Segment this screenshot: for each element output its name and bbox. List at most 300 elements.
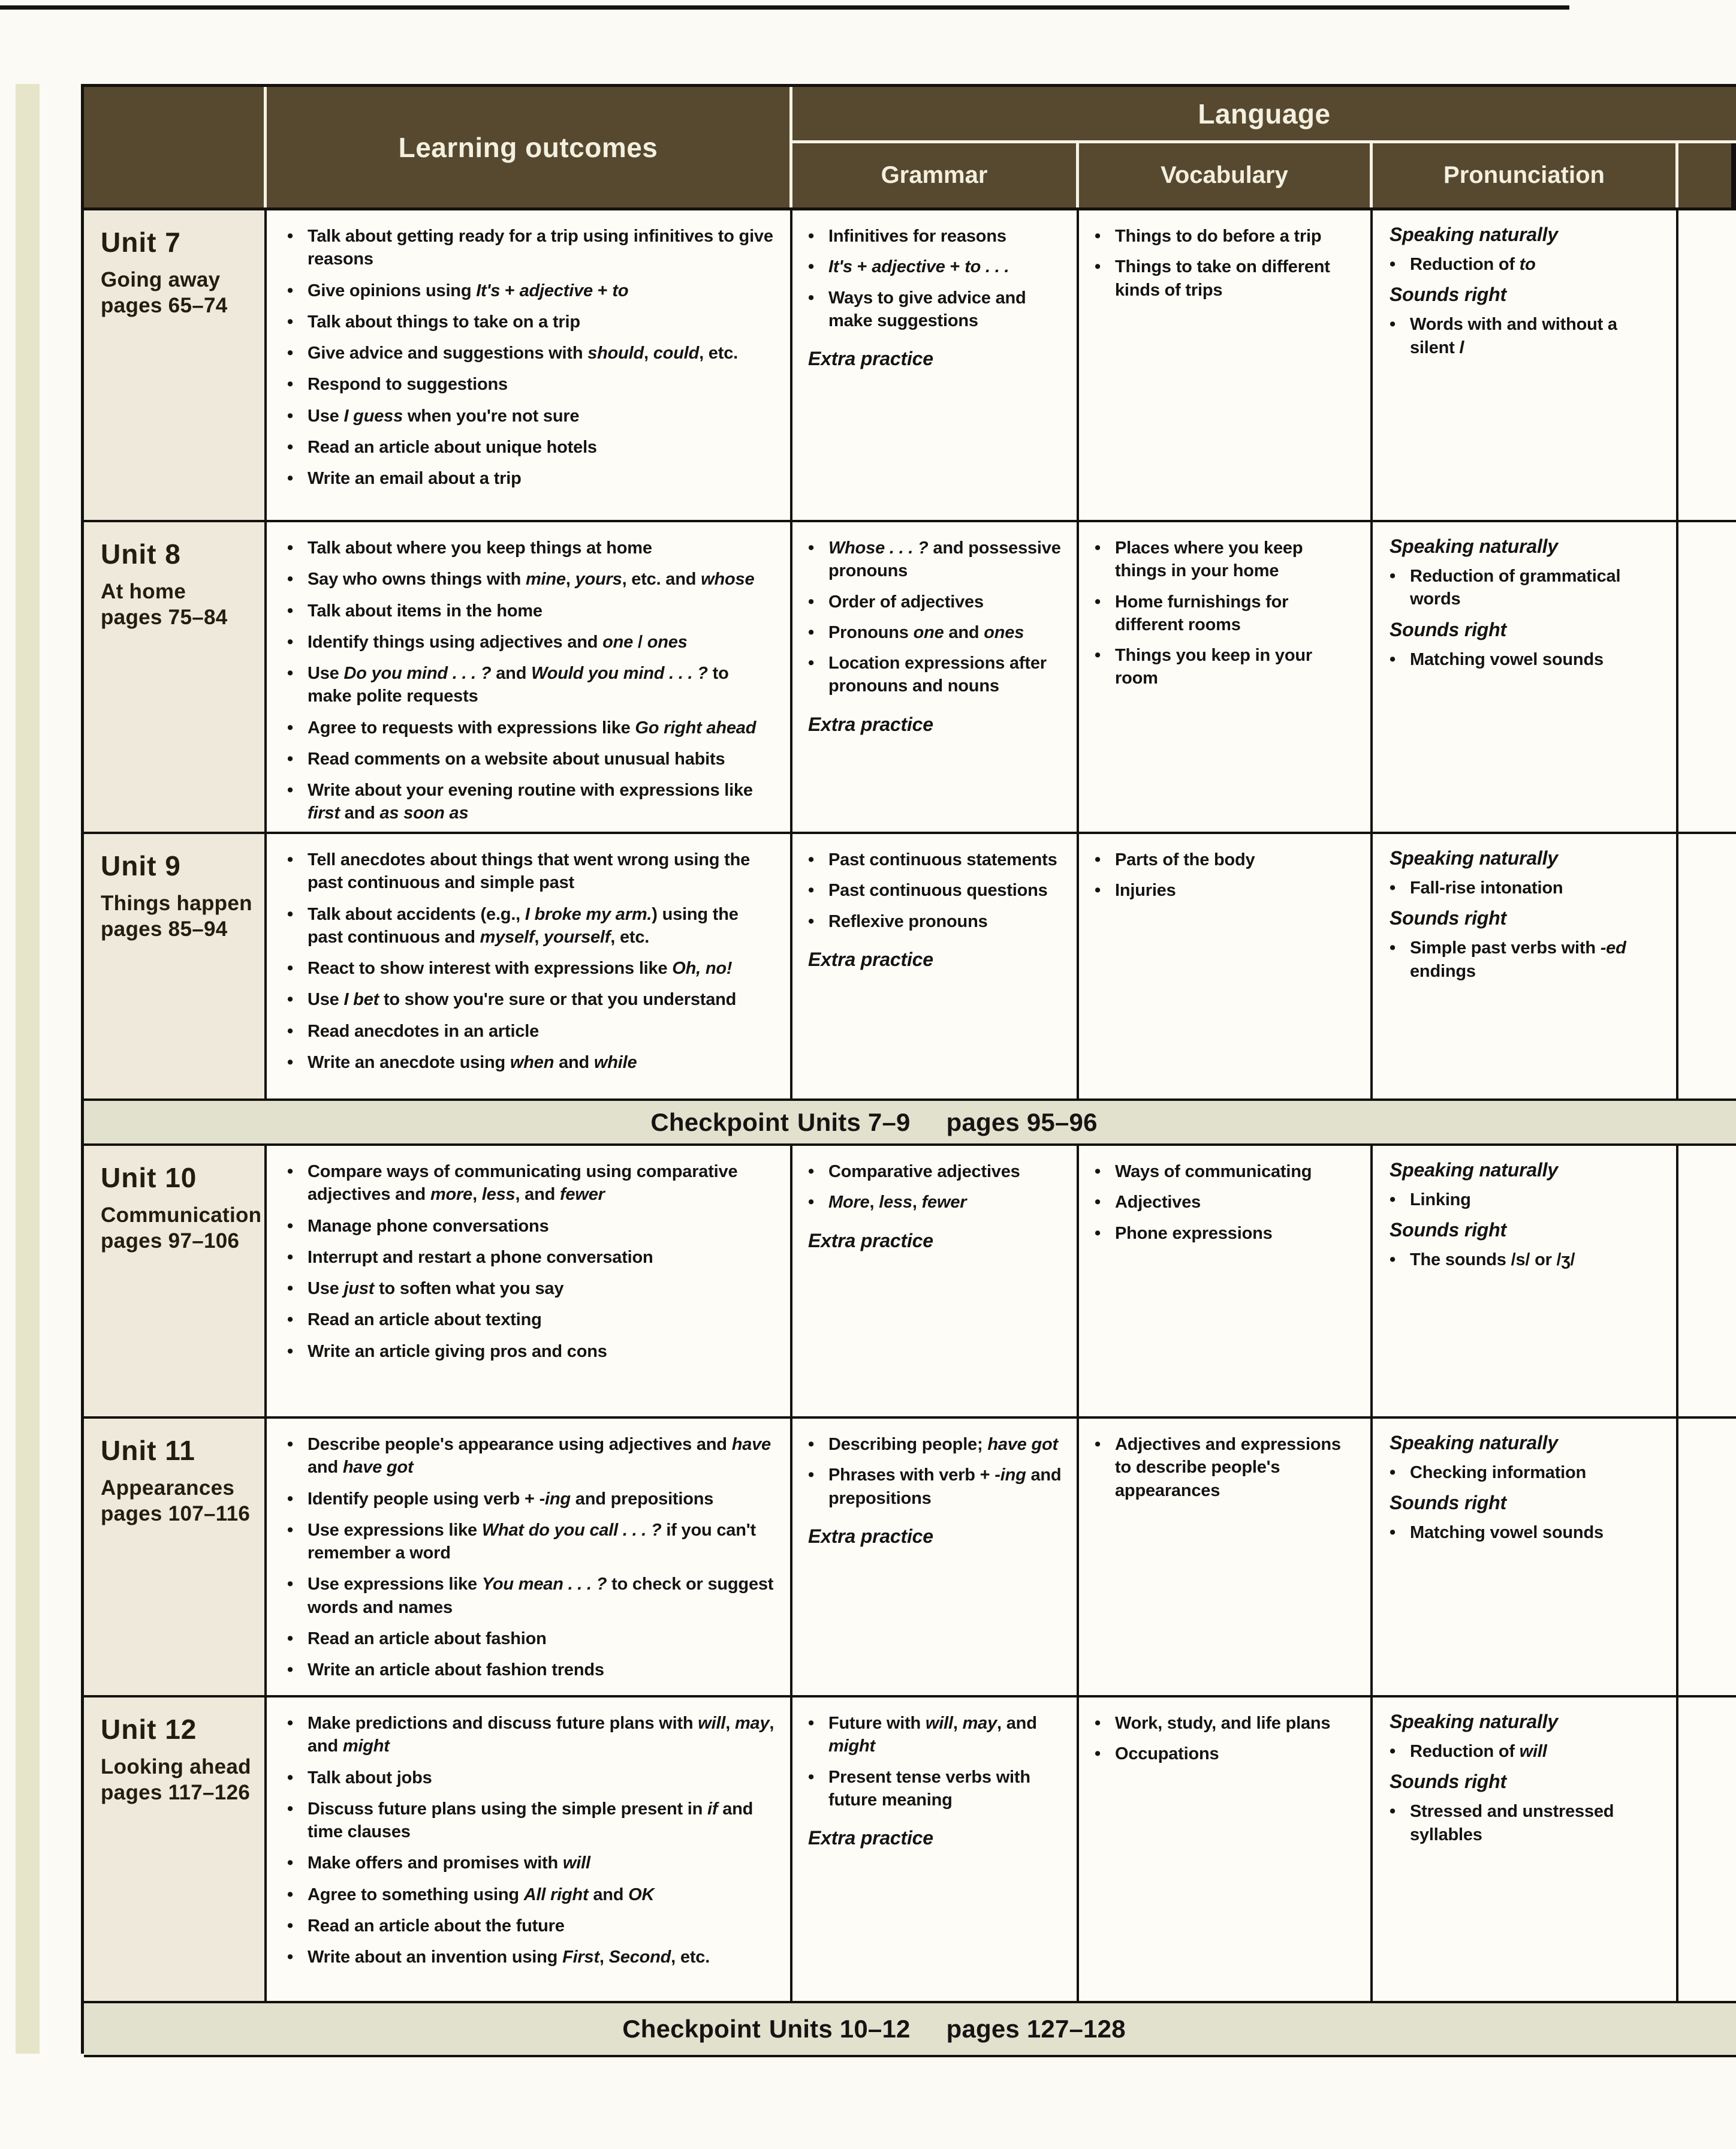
bullet-dot: • — [287, 632, 294, 652]
outcome-item — [287, 537, 774, 559]
grammar-item — [808, 1433, 1065, 1456]
pronunciation-cell — [1373, 210, 1678, 520]
unit-title: Going away — [101, 268, 221, 291]
checkpoint-row — [84, 1101, 1736, 1146]
vocabulary-item-text: Things to take on different kinds of trips — [1115, 257, 1330, 300]
outcome-item-text: Interrupt and restart a phone conversation — [308, 1247, 653, 1267]
pronunciation-group — [1390, 907, 1666, 983]
grammar-item — [808, 652, 1065, 698]
cropped-edge-cell — [1678, 834, 1736, 1098]
bullet-dot: • — [287, 281, 294, 300]
unit-row — [84, 834, 1736, 1101]
bullet-dot: • — [1390, 1523, 1396, 1543]
pronunciation-group — [1390, 1219, 1666, 1271]
outcome-item — [287, 1712, 774, 1758]
outcome-item — [287, 903, 774, 949]
bullet-dot: • — [287, 990, 294, 1010]
vocabulary-item-text: Places where you keep things in your home — [1115, 538, 1303, 581]
grammar-cell — [792, 210, 1079, 520]
vocabulary-item — [1095, 1222, 1358, 1245]
outcome-item — [287, 717, 774, 739]
bullet-dot: • — [1095, 1223, 1101, 1243]
pronunciation-item — [1390, 1740, 1666, 1763]
outcome-item — [287, 1573, 774, 1619]
bullet-dot: • — [808, 1435, 815, 1454]
pronunciation-group — [1390, 535, 1666, 611]
outcome-item-text: Describe people's appearance using adjectives and have and have got — [308, 1435, 771, 1477]
grammar-item — [808, 1160, 1065, 1183]
bullet-dot: • — [287, 1489, 294, 1509]
cropped-edge-cell — [1678, 1697, 1736, 2001]
bullet-dot: • — [287, 406, 294, 426]
grammar-item-text: Infinitives for reasons — [828, 227, 1006, 246]
extra-practice-note: Extra practice — [808, 1525, 933, 1547]
vocabulary-item-text: Parts of the body — [1115, 850, 1255, 869]
outcome-item-text: Read an article about the future — [308, 1916, 565, 1936]
outcome-item-text: Respond to suggestions — [308, 375, 508, 395]
extra-practice-note: Extra practice — [808, 1827, 933, 1849]
unit-pages: pages 107–116 — [101, 1502, 251, 1526]
bullet-dot: • — [808, 1465, 815, 1485]
unit-cell — [84, 210, 267, 520]
learning-outcomes-cell — [267, 834, 792, 1098]
bullet-dot: • — [287, 1768, 294, 1787]
bullet-dot: • — [287, 904, 294, 924]
pronunciation-item — [1390, 1248, 1666, 1271]
unit-row — [84, 1146, 1736, 1419]
outcome-item-text: Give advice and suggestions with should, could, etc. — [308, 344, 738, 363]
language-header: Language — [792, 87, 1736, 143]
pronunciation-cell — [1373, 1697, 1678, 2001]
bullet-dot: • — [808, 592, 815, 612]
outcome-item-text: Use I guess when you're not sure — [308, 406, 580, 426]
vocabulary-item-text: Home furnishings for different rooms — [1115, 592, 1289, 634]
bullet-dot: • — [808, 257, 815, 277]
bullet-dot: • — [808, 1162, 815, 1181]
bullet-dot: • — [287, 538, 294, 558]
pronunciation-item — [1390, 1800, 1666, 1846]
vocabulary-cell — [1079, 834, 1373, 1098]
outcome-item-text: Identify people using verb + -ing and prepositions — [308, 1489, 714, 1509]
grammar-item — [808, 1464, 1065, 1510]
bullet-dot: • — [808, 227, 815, 246]
outcome-item-text: Use I bet to show you're sure or that you understand — [308, 990, 737, 1010]
unit-number: Unit 11 — [101, 1435, 195, 1466]
unit-title: Communication — [101, 1203, 262, 1227]
pronunciation-column-header: Pronunciation — [1373, 143, 1678, 207]
grammar-item-text: Order of adjectives — [828, 592, 984, 612]
grammar-item — [808, 848, 1065, 871]
bullet-dot: • — [808, 1193, 815, 1212]
bullet-dot: • — [1095, 850, 1101, 869]
outcome-item — [287, 436, 774, 459]
bullet-dot: • — [287, 1575, 294, 1594]
unit-number: Unit 8 — [101, 538, 181, 570]
outcome-item — [287, 1488, 774, 1510]
cropped-edge-cell — [1678, 1146, 1736, 1416]
unit-number: Unit 9 — [101, 850, 181, 881]
bullet-dot: • — [287, 850, 294, 869]
outcome-item-text: Read anecdotes in an article — [308, 1021, 540, 1041]
vocabulary-item-text: Things you keep in your room — [1115, 646, 1312, 688]
bullet-dot: • — [1095, 1193, 1101, 1212]
bullet-dot: • — [287, 227, 294, 246]
unit-pages: pages 117–126 — [101, 1781, 251, 1805]
outcome-item — [287, 1915, 774, 1937]
pronunciation-item — [1390, 313, 1666, 359]
unit-pages: pages 97–106 — [101, 1229, 240, 1253]
bullet-dot: • — [287, 1660, 294, 1680]
grammar-item — [808, 879, 1065, 902]
grammar-cell — [792, 1697, 1079, 2001]
vocabulary-item-text: Adjectives — [1115, 1193, 1201, 1212]
vocabulary-item — [1095, 1191, 1358, 1214]
vocabulary-item — [1095, 1742, 1358, 1765]
outcome-item-text: Talk about items in the home — [308, 601, 542, 621]
bullet-dot: • — [287, 1247, 294, 1267]
bullet-dot: • — [808, 288, 815, 308]
vocabulary-item-text: Things to do before a trip — [1115, 227, 1322, 246]
vocabulary-item-text: Injuries — [1115, 881, 1176, 901]
pronunciation-item-text: Fall-rise intonation — [1410, 878, 1563, 898]
vocabulary-item — [1095, 255, 1358, 302]
pronunciation-item — [1390, 937, 1666, 983]
bullet-dot: • — [287, 375, 294, 395]
grammar-item-text: Phrases with verb + -ing and prepositions — [828, 1465, 1062, 1508]
pronunciation-item-text: Reduction of grammatical words — [1410, 567, 1621, 609]
outcome-item — [287, 631, 774, 654]
outcome-item-text: Identify things using adjectives and one / ones — [308, 632, 688, 652]
vocabulary-item — [1095, 1712, 1358, 1735]
grammar-cell — [792, 1146, 1079, 1416]
cropped-edge-cell — [1678, 1419, 1736, 1695]
outcome-item — [287, 1627, 774, 1650]
bullet-dot: • — [1095, 257, 1101, 277]
grammar-column-header: Grammar — [792, 143, 1079, 207]
vocabulary-item-text: Ways of communicating — [1115, 1162, 1312, 1181]
grammar-item — [808, 621, 1065, 644]
outcome-item — [287, 373, 774, 396]
pronunciation-cell — [1373, 1146, 1678, 1416]
checkpoint-label: Checkpoint — [622, 2015, 761, 2043]
extra-practice-note: Extra practice — [808, 1229, 933, 1251]
checkpoint-pages: pages 127–128 — [946, 2015, 1126, 2043]
bullet-dot: • — [1390, 1250, 1396, 1270]
outcome-item-text: Read an article about fashion — [308, 1629, 547, 1648]
outcome-item-text: React to show interest with expressions like Oh, no! — [308, 959, 733, 979]
outcome-item-text: Write about an invention using First, Second, etc. — [308, 1948, 710, 1967]
pronunciation-group — [1390, 1771, 1666, 1846]
bullet-dot: • — [1095, 592, 1101, 612]
pronunciation-heading: Sounds right — [1390, 907, 1506, 929]
bullet-dot: • — [1390, 649, 1396, 669]
unit-title: Appearances — [101, 1476, 235, 1500]
table-body — [84, 210, 1736, 2057]
outcome-item — [287, 1852, 774, 1874]
grammar-item-text: Past continuous statements — [828, 850, 1057, 869]
outcome-item-text: Talk about getting ready for a trip using infinitives to give reasons — [308, 227, 773, 269]
vocabulary-item-text: Work, study, and life plans — [1115, 1714, 1331, 1733]
pronunciation-cell — [1373, 834, 1678, 1098]
vocabulary-item-text: Phone expressions — [1115, 1223, 1273, 1243]
grammar-item — [808, 910, 1065, 933]
bullet-dot: • — [287, 1310, 294, 1330]
pronunciation-item-text: Matching vowel sounds — [1410, 649, 1604, 669]
vocabulary-cell — [1079, 1419, 1373, 1695]
bullet-dot: • — [287, 1162, 294, 1181]
unit-row — [84, 1697, 1736, 2003]
unit-cell — [84, 1146, 267, 1416]
outcome-item — [287, 1766, 774, 1789]
language-subheaders — [792, 143, 1736, 207]
unit-cell — [84, 1697, 267, 2001]
unit-title: Things happen — [101, 892, 252, 915]
pronunciation-heading: Sounds right — [1390, 618, 1506, 640]
pronunciation-cell — [1373, 522, 1678, 832]
outcome-item — [287, 311, 774, 333]
grammar-item-text: It's + adjective + to . . . — [828, 257, 1009, 277]
extra-practice-note: Extra practice — [808, 713, 933, 735]
bullet-dot: • — [1390, 315, 1396, 335]
outcome-item-text: Talk about jobs — [308, 1768, 432, 1787]
outcome-item — [287, 1277, 774, 1300]
bullet-dot: • — [1095, 227, 1101, 246]
outcome-item — [287, 1308, 774, 1331]
grammar-item-text: Past continuous questions — [828, 881, 1048, 901]
learning-outcomes-cell — [267, 1697, 792, 2001]
bullet-dot: • — [808, 1714, 815, 1733]
outcome-item — [287, 1246, 774, 1269]
outcome-item-text: Write about your evening routine with expressions like first and as soon as — [308, 781, 753, 823]
pronunciation-group — [1390, 1159, 1666, 1211]
outcome-item-text: Talk about where you keep things at home — [308, 538, 652, 558]
outcome-item — [287, 467, 774, 490]
bullet-dot: • — [1390, 255, 1396, 274]
grammar-item — [808, 1712, 1065, 1758]
bullet-dot: • — [287, 437, 294, 457]
learning-outcomes-cell — [267, 1146, 792, 1416]
outcome-item-text: Read an article about unique hotels — [308, 437, 597, 457]
pronunciation-heading: Speaking naturally — [1390, 1159, 1558, 1181]
vocabulary-cell — [1079, 210, 1373, 520]
vocabulary-item — [1095, 1433, 1358, 1502]
outcome-item-text: Use Do you mind . . . ? and Would you mind . . . ? to make polite requests — [308, 664, 729, 706]
grammar-item-text: Comparative adjectives — [828, 1162, 1020, 1181]
grammar-item — [808, 225, 1065, 248]
grammar-cell — [792, 834, 1079, 1098]
unit-cell — [84, 1419, 267, 1695]
bullet-dot: • — [808, 654, 815, 673]
outcome-item-text: Talk about things to take on a trip — [308, 312, 580, 332]
pronunciation-item-text: Reduction of to — [1410, 255, 1536, 274]
bullet-dot: • — [287, 959, 294, 979]
outcome-item — [287, 279, 774, 302]
outcome-item-text: Give opinions using It's + adjective + to — [308, 281, 629, 300]
bullet-dot: • — [287, 1885, 294, 1904]
bullet-dot: • — [1095, 1435, 1101, 1454]
unit-cell — [84, 834, 267, 1098]
outcome-item — [287, 1433, 774, 1479]
pronunciation-group — [1390, 847, 1666, 899]
outcome-item — [287, 1160, 774, 1206]
outcome-item — [287, 662, 774, 708]
bullet-dot: • — [287, 718, 294, 738]
unit-pages: pages 65–74 — [101, 294, 228, 318]
vocabulary-item — [1095, 1160, 1358, 1183]
unit-title: At home — [101, 580, 186, 603]
pronunciation-heading: Sounds right — [1390, 284, 1506, 306]
unit-number: Unit 12 — [101, 1714, 197, 1745]
outcome-item-text: Talk about accidents (e.g., I broke my arm.) using the past continuous and myself, yourself, etc. — [308, 904, 739, 947]
outcome-item-text: Read comments on a website about unusual habits — [308, 749, 725, 769]
bullet-dot: • — [808, 881, 815, 901]
outcome-item — [287, 1946, 774, 1969]
grammar-item-text: Present tense verbs with future meaning — [828, 1767, 1030, 1810]
bullet-dot: • — [287, 664, 294, 684]
outcome-item-text: Agree to requests with expressions like Go right ahead — [308, 718, 757, 738]
bullet-dot: • — [287, 781, 294, 800]
bullet-dot: • — [1390, 1463, 1396, 1482]
pronunciation-group — [1390, 1432, 1666, 1484]
vocabulary-item — [1095, 848, 1358, 871]
grammar-item — [808, 537, 1065, 583]
bullet-dot: • — [1095, 1162, 1101, 1181]
outcome-item — [287, 1659, 774, 1681]
outcome-item — [287, 1883, 774, 1906]
bullet-dot: • — [1095, 646, 1101, 666]
bullet-dot: • — [1390, 878, 1396, 898]
unit-column-header — [84, 87, 267, 207]
learning-outcomes-cell — [267, 522, 792, 832]
vocabulary-item — [1095, 225, 1358, 248]
grammar-item — [808, 1191, 1065, 1214]
table-header — [84, 87, 1736, 210]
grammar-item-text: Describing people; have got — [828, 1435, 1058, 1454]
grammar-item-text: Pronouns one and ones — [828, 622, 1024, 642]
scope-sequence-table — [81, 84, 1736, 2054]
bullet-dot: • — [1390, 1802, 1396, 1822]
pronunciation-item — [1390, 565, 1666, 611]
pronunciation-item — [1390, 1188, 1666, 1211]
extra-practice-note: Extra practice — [808, 348, 933, 370]
bullet-dot: • — [808, 1767, 815, 1787]
outcome-item-text: Make predictions and discuss future plans with will, may, and might — [308, 1714, 774, 1756]
scan-artifact-left-strip — [16, 84, 40, 2054]
bullet-dot: • — [287, 1714, 294, 1733]
outcome-item — [287, 848, 774, 895]
outcome-item — [287, 1051, 774, 1074]
pronunciation-heading: Speaking naturally — [1390, 1432, 1558, 1453]
pronunciation-item-text: Reduction of will — [1410, 1742, 1547, 1761]
outcome-item-text: Read an article about texting — [308, 1310, 542, 1330]
grammar-item — [808, 1766, 1065, 1812]
outcome-item-text: Say who owns things with mine, yours, etc. and whose — [308, 570, 755, 589]
outcome-item-text: Write an anecdote using when and while — [308, 1052, 637, 1072]
vocabulary-item-text: Occupations — [1115, 1744, 1219, 1764]
outcome-item — [287, 568, 774, 591]
pronunciation-heading: Speaking naturally — [1390, 1711, 1558, 1732]
outcome-item-text: Use expressions like What do you call . . . ? if you can't remember a word — [308, 1520, 756, 1563]
pronunciation-item — [1390, 1521, 1666, 1544]
bullet-dot: • — [287, 1341, 294, 1361]
outcome-item — [287, 957, 774, 980]
pronunciation-item — [1390, 1461, 1666, 1484]
outcome-item-text: Manage phone conversations — [308, 1216, 549, 1236]
outcome-item-text: Use just to soften what you say — [308, 1279, 564, 1299]
vocabulary-cell — [1079, 1146, 1373, 1416]
vocabulary-item — [1095, 879, 1358, 902]
unit-pages: pages 85–94 — [101, 917, 228, 941]
pronunciation-group — [1390, 1711, 1666, 1763]
grammar-item-text: Ways to give advice and make suggestions — [828, 288, 1026, 330]
pronunciation-item-text: Stressed and unstressed syllables — [1410, 1802, 1614, 1844]
outcome-item-text: Write an email about a trip — [308, 469, 522, 489]
outcome-item-text: Compare ways of communicating using comparative adjectives and more, less, and fewer — [308, 1162, 738, 1205]
learning-outcomes-header: Learning outcomes — [267, 87, 792, 207]
pronunciation-item-text: Checking information — [1410, 1463, 1587, 1482]
pronunciation-item — [1390, 253, 1666, 276]
unit-title: Looking ahead — [101, 1755, 251, 1778]
bullet-dot: • — [287, 344, 294, 363]
bullet-dot: • — [287, 1216, 294, 1236]
pronunciation-heading: Speaking naturally — [1390, 535, 1558, 557]
pronunciation-item-text: Matching vowel sounds — [1410, 1523, 1604, 1543]
pronunciation-item-text: Simple past verbs with -ed endings — [1410, 938, 1626, 981]
checkpoint-units: Units 10–12 — [768, 2015, 911, 2043]
outcome-item-text: Agree to something using All right and OK — [308, 1885, 655, 1904]
bullet-dot: • — [1095, 538, 1101, 558]
cropped-column-header — [1678, 143, 1736, 207]
outcome-item — [287, 1340, 774, 1363]
cropped-edge-cell — [1678, 210, 1736, 520]
unit-number: Unit 10 — [101, 1162, 197, 1193]
outcome-item — [287, 1215, 774, 1238]
bullet-dot: • — [287, 1021, 294, 1041]
outcome-item — [287, 1798, 774, 1844]
unit-cell — [84, 522, 267, 832]
outcome-item — [287, 988, 774, 1011]
bullet-dot: • — [1095, 881, 1101, 901]
outcome-item-text: Write an article about fashion trends — [308, 1660, 604, 1680]
pronunciation-cell — [1373, 1419, 1678, 1695]
bullet-dot: • — [287, 469, 294, 489]
pronunciation-group — [1390, 224, 1666, 276]
pronunciation-item — [1390, 877, 1666, 899]
pronunciation-heading: Sounds right — [1390, 1219, 1506, 1241]
outcome-item — [287, 225, 774, 271]
bullet-dot: • — [1390, 1742, 1396, 1761]
outcome-item — [287, 779, 774, 825]
checkpoint-row — [84, 2003, 1736, 2057]
scan-artifact-top-line — [0, 5, 1569, 10]
grammar-cell — [792, 522, 1079, 832]
vocabulary-cell — [1079, 522, 1373, 832]
pronunciation-group — [1390, 284, 1666, 359]
pronunciation-group — [1390, 619, 1666, 671]
bullet-dot: • — [287, 1853, 294, 1873]
unit-number: Unit 7 — [101, 227, 181, 258]
pronunciation-heading: Speaking naturally — [1390, 847, 1558, 869]
vocabulary-item — [1095, 537, 1358, 583]
checkpoint-units: Units 7–9 — [797, 1107, 911, 1136]
outcome-item-text: Make offers and promises with will — [308, 1853, 590, 1873]
bullet-dot: • — [287, 312, 294, 332]
bullet-dot: • — [287, 570, 294, 589]
vocabulary-item — [1095, 591, 1358, 637]
pronunciation-item — [1390, 648, 1666, 671]
outcome-item-text: Discuss future plans using the simple present in if and time clauses — [308, 1799, 754, 1842]
bullet-dot: • — [287, 1279, 294, 1299]
